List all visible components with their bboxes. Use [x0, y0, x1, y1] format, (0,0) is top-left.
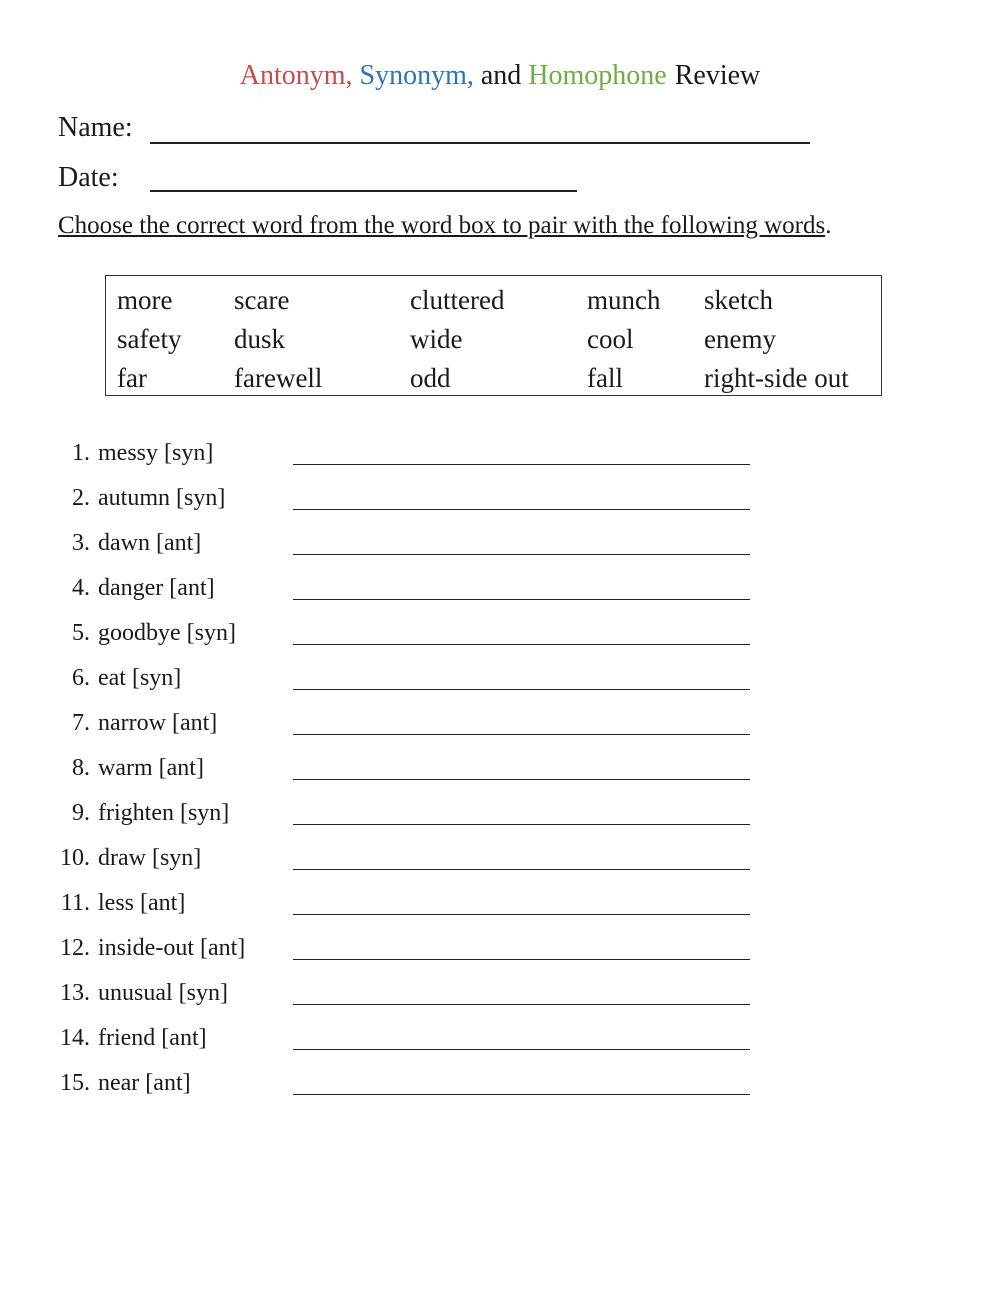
title-homophone: Homophone	[528, 60, 667, 91]
answer-line[interactable]	[293, 779, 750, 780]
word-box-item: sketch	[704, 285, 773, 315]
question-row	[0, 797, 1000, 837]
instructions-period: .	[825, 212, 832, 239]
question-number: 14.	[60, 1025, 90, 1051]
question-word: autumn [syn]	[98, 485, 226, 511]
question-word: draw [syn]	[98, 845, 202, 871]
word-box-item: scare	[234, 285, 290, 315]
question-number: 5.	[72, 620, 90, 646]
question-word: messy [syn]	[98, 440, 214, 466]
word-box-item: dusk	[234, 324, 286, 354]
name-field-row	[58, 110, 818, 150]
question-word: narrow [ant]	[98, 710, 218, 736]
question-row	[0, 752, 1000, 792]
question-number: 6.	[72, 665, 90, 691]
answer-line[interactable]	[293, 1094, 750, 1095]
question-row	[0, 1067, 1000, 1107]
question-word: unusual [syn]	[98, 980, 228, 1006]
question-number: 3.	[72, 530, 90, 556]
title-and: and	[480, 60, 522, 91]
word-box-item: safety	[117, 324, 182, 354]
question-word: inside-out [ant]	[98, 935, 246, 961]
date-label: Date:	[58, 162, 119, 193]
question-word: frighten [syn]	[98, 800, 230, 826]
answer-line[interactable]	[293, 509, 750, 510]
title-synonym: Synonym,	[359, 60, 474, 91]
question-row	[0, 977, 1000, 1017]
question-row	[0, 482, 1000, 522]
answer-line[interactable]	[293, 869, 750, 870]
answer-line[interactable]	[293, 959, 750, 960]
question-number: 2.	[72, 485, 90, 511]
question-word: warm [ant]	[98, 755, 204, 781]
date-input-line[interactable]	[150, 190, 577, 192]
instructions	[58, 210, 831, 242]
question-word: dawn [ant]	[98, 530, 202, 556]
question-number: 12.	[60, 935, 90, 961]
answer-line[interactable]	[293, 689, 750, 690]
word-box	[105, 275, 882, 396]
title-review: Review	[674, 60, 761, 91]
word-box-item: munch	[587, 285, 661, 315]
question-number: 10.	[60, 845, 90, 871]
question-number: 7.	[72, 710, 90, 736]
instructions-text: Choose the correct word from the word box to pair with the following words	[58, 212, 826, 239]
word-box-item: farewell	[234, 363, 323, 393]
question-word: danger [ant]	[98, 575, 215, 601]
question-row	[0, 437, 1000, 477]
title-antonym: Antonym,	[239, 60, 353, 91]
answer-line[interactable]	[293, 824, 750, 825]
question-row	[0, 617, 1000, 657]
name-input-line[interactable]	[150, 142, 810, 144]
question-number: 11.	[60, 890, 90, 916]
question-number: 4.	[72, 575, 90, 601]
answer-line[interactable]	[293, 644, 750, 645]
question-row	[0, 527, 1000, 567]
question-row	[0, 842, 1000, 882]
word-box-item: far	[117, 363, 147, 393]
question-word: less [ant]	[98, 890, 186, 916]
question-word: goodbye [syn]	[98, 620, 236, 646]
question-number: 13.	[60, 980, 90, 1006]
word-box-item: more	[117, 285, 173, 315]
answer-line[interactable]	[293, 599, 750, 600]
answer-line[interactable]	[293, 734, 750, 735]
word-box-item: right-side out	[704, 363, 849, 393]
answer-line[interactable]	[293, 914, 750, 915]
answer-line[interactable]	[293, 554, 750, 555]
question-number: 15.	[60, 1070, 90, 1096]
date-field-row	[58, 160, 578, 200]
answer-line[interactable]	[293, 464, 750, 465]
question-number: 9.	[72, 800, 90, 826]
name-label: Name:	[58, 112, 133, 143]
word-box-item: cluttered	[410, 285, 505, 315]
question-word: eat [syn]	[98, 665, 182, 691]
word-box-item: wide	[410, 324, 463, 354]
question-number: 8.	[72, 755, 90, 781]
question-word: near [ant]	[98, 1070, 191, 1096]
question-number: 1.	[72, 440, 90, 466]
question-row	[0, 572, 1000, 612]
word-box-item: fall	[587, 363, 623, 393]
question-word: friend [ant]	[98, 1025, 207, 1051]
question-row	[0, 887, 1000, 927]
word-box-item: odd	[410, 363, 451, 393]
answer-line[interactable]	[293, 1004, 750, 1005]
question-row	[0, 932, 1000, 972]
word-box-item: enemy	[704, 324, 776, 354]
question-row	[0, 662, 1000, 702]
question-row	[0, 707, 1000, 747]
worksheet-title	[0, 58, 1000, 94]
word-box-item: cool	[587, 324, 634, 354]
question-row	[0, 1022, 1000, 1062]
answer-line[interactable]	[293, 1049, 750, 1050]
